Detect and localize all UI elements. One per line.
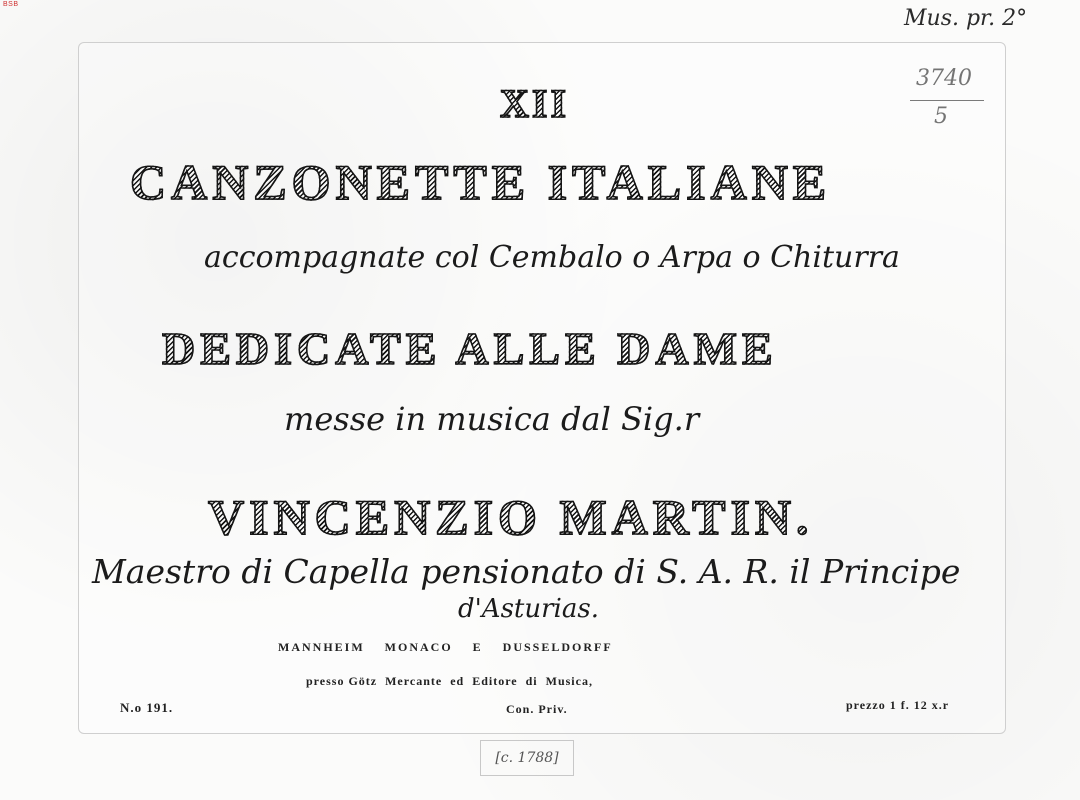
shelfmark-annotation: Mus. pr. 2°	[904, 6, 1028, 31]
set-by-line: messe in musica dal Sig.r	[284, 400, 700, 438]
composer-name: VINCENZIO MARTIN.	[208, 489, 814, 545]
composer-position: Maestro di Capella pensionato di S. A. R. il Principe	[92, 552, 961, 591]
publisher-firm: presso Götz Mercante ed Editore di Musica,	[306, 674, 593, 688]
title-main: CANZONETTE ITALIANE	[130, 154, 832, 210]
title-numeral: XII	[500, 81, 570, 126]
plate-number: N.o 191.	[120, 700, 174, 715]
date-shelfmark-label: [c. 1788]	[480, 740, 574, 776]
publisher-cities: MANNHEIM MONACO E DUSSELDORFF	[278, 640, 613, 654]
acquisition-subnumber: 5	[934, 104, 948, 129]
title-plate	[78, 42, 1006, 734]
price-line: prezzo 1 f. 12 x.r	[846, 698, 950, 712]
privilege-line: Con. Priv.	[506, 702, 568, 716]
accompaniment-line: accompagnate col Cembalo o Arpa o Chiturra	[204, 240, 900, 275]
library-mark: BSB	[3, 1, 19, 8]
dedication-line: DEDICATE ALLE DAME	[162, 323, 778, 374]
composer-position-continued: d'Asturias.	[458, 594, 599, 624]
acquisition-number: 3740	[916, 66, 972, 91]
